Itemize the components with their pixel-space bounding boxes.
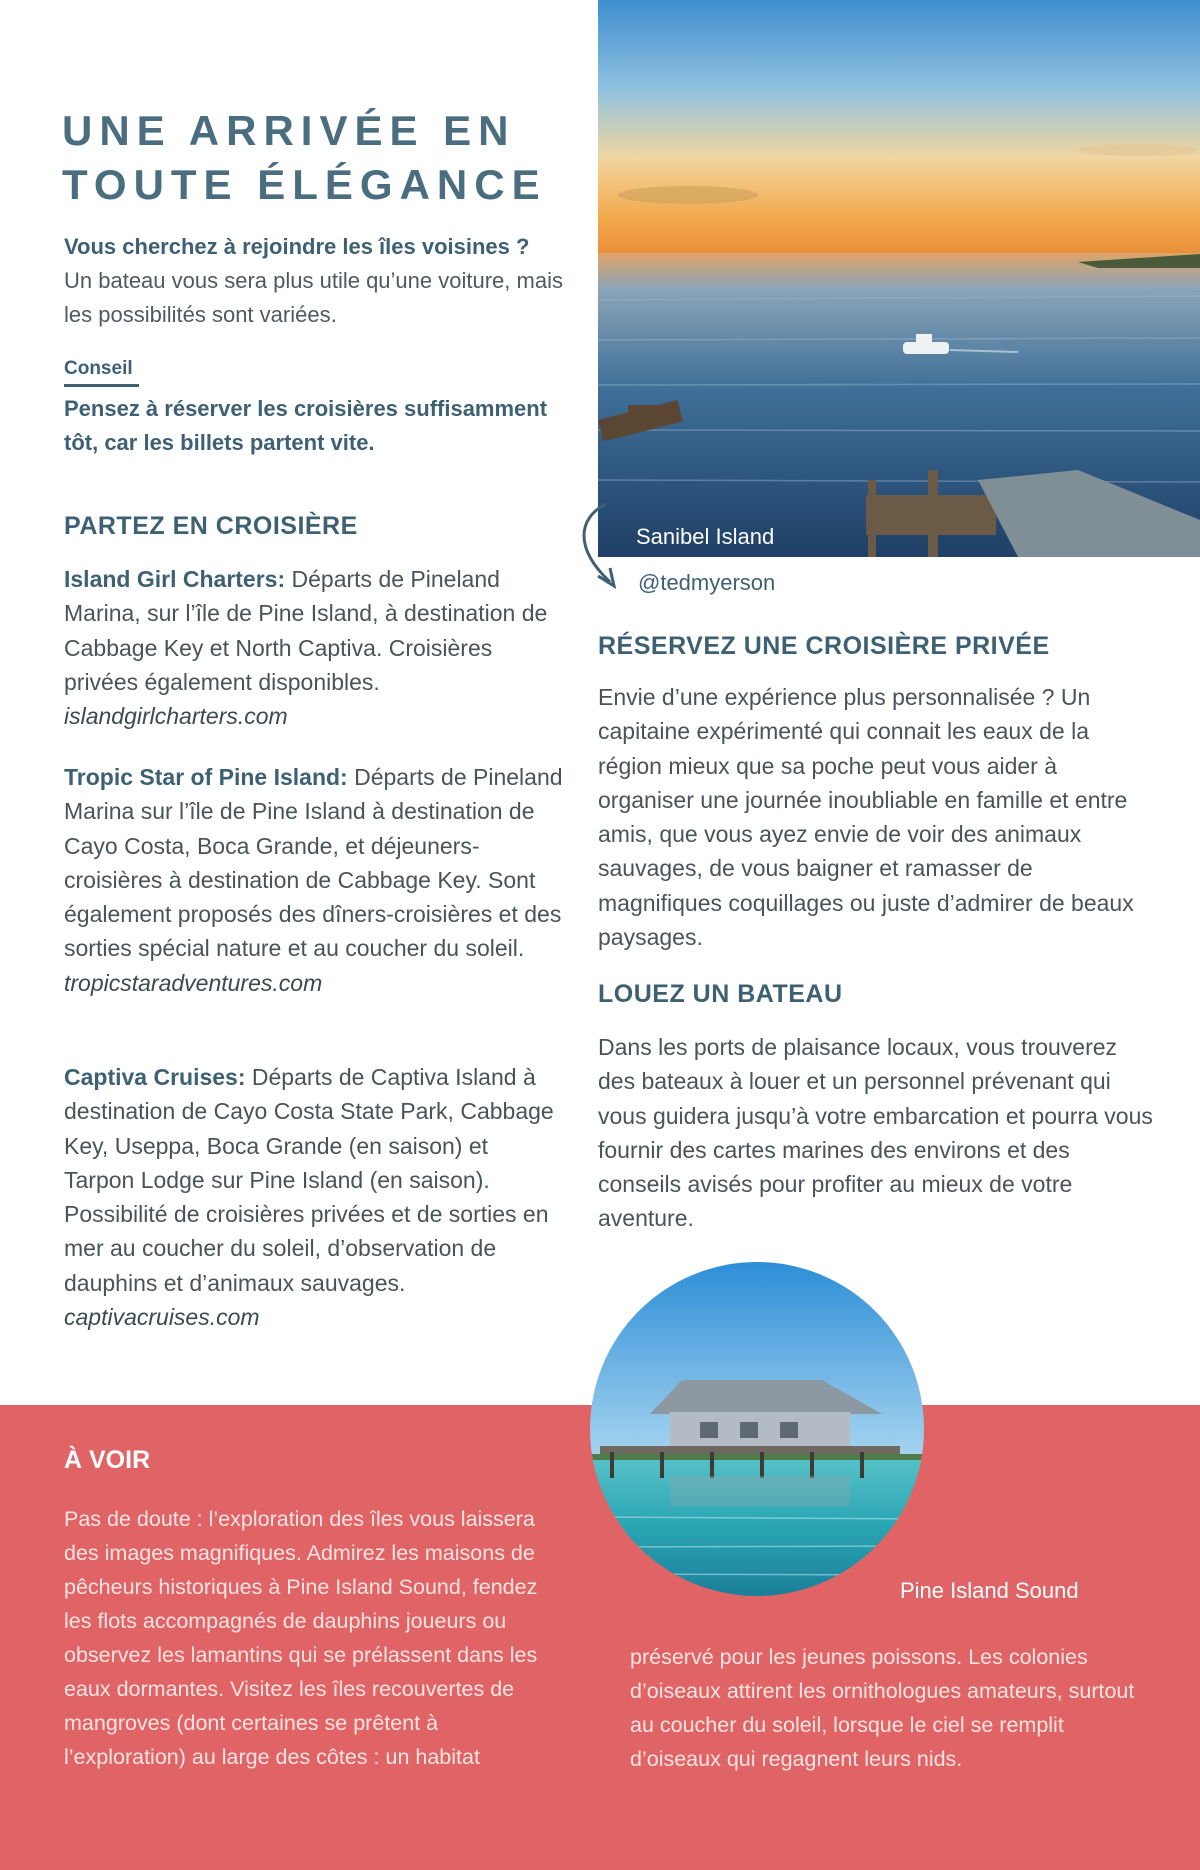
title-line-1: UNE ARRIVÉE EN	[62, 107, 516, 154]
intro-question: Vous cherchez à rejoindre les îles voisines ?	[64, 234, 530, 259]
see-text-part-2: préservé pour les jeunes poissons. Les colonies d’oiseaux attirent les ornithologues amateurs, surtout au coucher du soleil, lorsque le ciel se remplit d’oiseaux qui regagnent leurs nids.	[630, 1645, 1135, 1771]
cruise-entry-link[interactable]: islandgirlcharters.com	[64, 703, 288, 730]
cruise-entry-island-girl	[64, 562, 564, 733]
photo-credit: @tedmyerson	[638, 570, 776, 595]
private-cruise-text: Envie d’une expérience plus personnalisée ? Un capitaine expérimenté qui connait les eaux de la région mieux que sa poche peut vous aider à organiser une journée inoubliable en famille et entre amis, que vous ayez envie de voir des animaux sauvages, de vous baigner et ramasser de magnifiques coquillages ou juste d’admirer de beaux paysages.	[598, 684, 1134, 951]
curved-arrow-icon	[570, 500, 630, 590]
see-heading: À VOIR	[64, 1446, 151, 1474]
circle-photo-caption: Pine Island Sound	[900, 1578, 1079, 1603]
see-text-part-1: Pas de doute : l’exploration des îles vous laissera des images magnifiques. Admirez les maisons de pêcheurs historiques à Pine Island Sound, fendez les flots accompagnés de dauphins joueurs ou observez les lamantins qui se prélassent dans les eaux dormantes. Visitez les îles recouvertes de mangroves (dont certaines se prêtent à l’exploration) au large des côtes : un habitat	[64, 1507, 538, 1769]
sanibel-photo	[598, 0, 1200, 557]
tip-text: Pensez à réserver les croisières suffisamment tôt, car les billets partent vite.	[64, 396, 548, 455]
cruise-entry-name: Tropic Star of Pine Island:	[64, 764, 348, 790]
private-cruise-heading: RÉSERVEZ UNE CROISIÈRE PRIVÉE	[598, 632, 1050, 660]
pine-island-photo	[590, 1262, 924, 1596]
cruise-heading: PARTEZ EN CROISIÈRE	[64, 512, 358, 540]
rent-boat-text: Dans les ports de plaisance locaux, vous trouverez des bateaux à louer et un personnel prévenant qui vous guidera jusqu’à votre embarcation et pourra vous fournir des cartes marines des environs et des conseils avisés pour profiter au mieux de votre aventure.	[598, 1034, 1153, 1232]
cruise-entry-link[interactable]: tropicstaradventures.com	[64, 969, 323, 996]
rent-boat-heading: LOUEZ UN BATEAU	[598, 980, 843, 1008]
cruise-entry-text: Départs de Pineland Marina, sur l’île de Pine Island, à destination de Cabbage Key et North Captiva. Croisières privées également disponibles.	[64, 566, 548, 695]
intro-text: Un bateau vous sera plus utile qu’une voiture, mais les possibilités sont variées.	[64, 268, 563, 327]
intro-block	[64, 230, 564, 332]
page-title	[62, 104, 582, 212]
cruise-entry-text: Départs de Captiva Island à destination de Cayo Costa State Park, Cabbage Key, Useppa, Boca Grande (en saison) et Tarpon Lodge sur Pine Island (en saison). Possibilité de croisières privées et de sorties en mer au coucher du soleil, d’observation de dauphins et d’animaux sauvages.	[64, 1064, 554, 1296]
cruise-entry-captiva	[64, 1060, 564, 1334]
photo-caption: Sanibel Island	[636, 524, 775, 549]
cruise-entry-link[interactable]: captivacruises.com	[64, 1304, 260, 1331]
cruise-entry-name: Captiva Cruises:	[64, 1064, 246, 1090]
cruise-entry-tropic-star	[64, 760, 564, 1000]
tip-label: Conseil	[64, 358, 139, 387]
cruise-entry-name: Island Girl Charters:	[64, 566, 286, 592]
title-line-2: TOUTE ÉLÉGANCE	[62, 161, 547, 208]
cruise-entry-text: Départs de Pineland Marina sur l’île de Pine Island à destination de Cayo Costa, Boca Grande, et déjeuners-croisières à destination de Cabbage Key. Sont également proposés des dîners-croisières et des sorties spécial nature et au coucher du soleil.	[64, 764, 563, 962]
